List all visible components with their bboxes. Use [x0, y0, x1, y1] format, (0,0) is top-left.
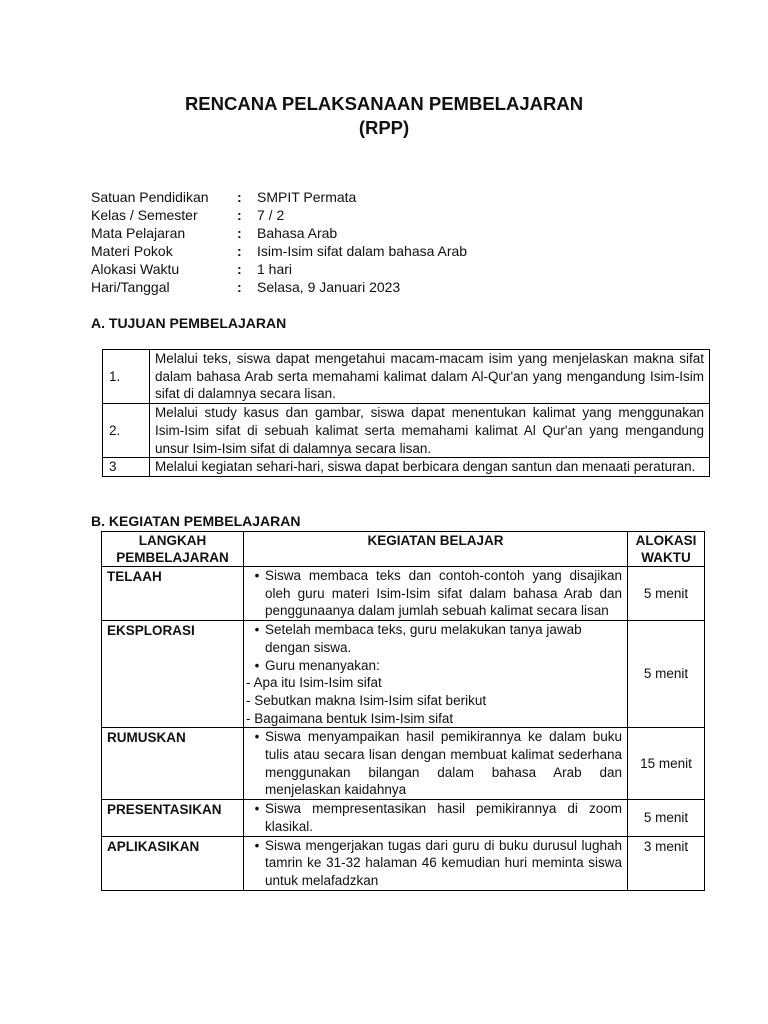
- objective-number: 1.: [103, 350, 150, 404]
- table-header-row: [102, 532, 705, 567]
- objective-text: Melalui teks, siswa dapat mengetahui macam-macam isim yang menjelaskan makna sifat dalam bahasa Arab serta memahami kalimat dalam Al-Qur'an yang mengandung Isim-Isim sifat di dalamnya secara lisan.: [150, 350, 710, 404]
- meta-value: 7 / 2: [257, 207, 285, 223]
- activity-cell: [244, 800, 628, 836]
- table-row: [103, 458, 710, 477]
- header-time: [628, 532, 705, 567]
- meta-value: Isim-Isim sifat dalam bahasa Arab: [257, 243, 468, 259]
- section-b-heading: B. KEGIATAN PEMBELAJARAN: [91, 513, 301, 529]
- objectives-table: [102, 349, 710, 477]
- meta-value: 1 hari: [257, 261, 293, 277]
- table-row: [103, 350, 710, 404]
- bullet-icon: •: [254, 729, 260, 745]
- step-name: EKSPLORASI: [102, 621, 244, 728]
- meta-value: Selasa, 9 Januari 2023: [257, 279, 401, 295]
- activity-text: Siswa mempresentasikan hasil pemikirannya di zoom klasikal.: [265, 801, 622, 834]
- table-row: [102, 728, 705, 800]
- header-time-line2: WAKTU: [641, 550, 691, 565]
- bullet-icon: •: [254, 657, 260, 673]
- header-step: [102, 532, 244, 567]
- time-cell: 15 menit: [628, 728, 705, 800]
- meta-colon: :: [237, 189, 242, 205]
- meta-colon: :: [237, 261, 242, 277]
- bullet-item: [249, 837, 622, 890]
- header-time-line1: ALOKASI: [635, 533, 697, 548]
- meta-value: Bahasa Arab: [257, 225, 338, 241]
- table-row: [102, 800, 705, 836]
- bullet-icon: •: [254, 837, 260, 853]
- objective-text: Melalui kegiatan sehari-hari, siswa dapat berbicara dengan santun dan menaati peraturan.: [150, 458, 710, 477]
- bullet-icon: •: [254, 568, 260, 583]
- meta-label: Mata Pelajaran: [91, 225, 186, 241]
- bullet-icon: •: [254, 622, 260, 638]
- header-step-line2: PEMBELAJARAN: [116, 550, 229, 565]
- meta-label: Hari/Tanggal: [91, 279, 170, 295]
- meta-colon: :: [237, 225, 242, 241]
- document-subtitle: (RPP): [358, 117, 410, 138]
- dash-item: - Bagaimana bentuk Isim-Isim sifat: [246, 710, 454, 726]
- table-row: [102, 567, 705, 621]
- header-step-line1: LANGKAH: [138, 533, 207, 548]
- activity-cell: [244, 567, 628, 621]
- activity-text: Setelah membaca teks, guru melakukan tanya jawab dengan siswa.: [265, 622, 582, 655]
- objective-number: 3: [103, 458, 150, 477]
- meta-colon: :: [237, 207, 242, 223]
- step-name: APLIKASIKAN: [102, 836, 244, 890]
- meta-colon: :: [237, 279, 242, 295]
- section-a-heading: A. TUJUAN PEMBELAJARAN: [91, 315, 287, 331]
- activity-text: Siswa menyampaikan hasil pemikirannya ke dalam buku tulis atau secara lisan dengan membuat kalimat sederhana menggunakan bilangan dalam bahasa Arab dan menjelaskan kaidahnya: [265, 729, 622, 798]
- step-name: TELAAH: [102, 567, 244, 621]
- bullet-item: [249, 800, 622, 835]
- bullet-item: [249, 657, 622, 675]
- document-title: RENCANA PELAKSANAAN PEMBELAJARAN: [184, 93, 584, 114]
- meta-row: [91, 260, 467, 278]
- bullet-item: [249, 567, 622, 620]
- meta-row: [91, 278, 467, 296]
- table-row: [102, 836, 705, 890]
- table-row: [103, 404, 710, 458]
- meta-colon: :: [237, 243, 242, 259]
- meta-label: Alokasi Waktu: [91, 261, 180, 277]
- meta-value: SMPIT Permata: [257, 189, 357, 205]
- time-cell: 3 menit: [628, 836, 705, 890]
- dash-item: - Sebutkan makna Isim-Isim sifat berikut: [246, 692, 487, 708]
- bullet-item: [249, 728, 622, 799]
- identity-block: [91, 188, 467, 296]
- meta-row: [91, 206, 467, 224]
- meta-row: [91, 224, 467, 242]
- meta-label: Satuan Pendidikan: [91, 189, 209, 205]
- activity-cell: [244, 728, 628, 800]
- dash-item: - Apa itu Isim-Isim sifat: [246, 675, 382, 691]
- meta-label: Materi Pokok: [91, 243, 173, 259]
- table-row: [102, 621, 705, 728]
- activity-cell: [244, 836, 628, 890]
- activity-text: Guru menanyakan:: [265, 657, 380, 673]
- meta-label: Kelas / Semester: [91, 207, 198, 223]
- bullet-item: [249, 621, 622, 656]
- step-name: RUMUSKAN: [102, 728, 244, 800]
- time-cell: 5 menit: [628, 621, 705, 728]
- time-cell: 5 menit: [628, 800, 705, 836]
- activity-text: Siswa mengerjakan tugas dari guru di buku durusul lughah tamrin ke 31-32 halaman 46 kemudian huri meminta siswa untuk melafadzkan: [265, 837, 622, 888]
- header-activity: KEGIATAN BELAJAR: [244, 532, 628, 567]
- time-cell: 5 menit: [628, 567, 705, 621]
- activity-cell: [244, 621, 628, 728]
- activity-text: Siswa membaca teks dan contoh-contoh yang disajikan oleh guru materi Isim-Isim sifat dalam bahasa Arab dan penggunaanya dalam jumlah sebuah kalimat secara lisan: [265, 568, 622, 619]
- meta-row: [91, 242, 467, 260]
- activities-table: [101, 531, 705, 891]
- meta-row: [91, 188, 467, 206]
- step-name: PRESENTASIKAN: [102, 800, 244, 836]
- objective-number: 2.: [103, 404, 150, 458]
- objective-text: Melalui study kasus dan gambar, siswa dapat menentukan kalimat yang menggunakan Isim-Isim sifat di sebuah kalimat serta memahami kalimat Al Qur'an yang mengandung unsur Isim-Isim sifat di dalamnya secara lisan.: [150, 404, 710, 458]
- bullet-icon: •: [254, 801, 260, 817]
